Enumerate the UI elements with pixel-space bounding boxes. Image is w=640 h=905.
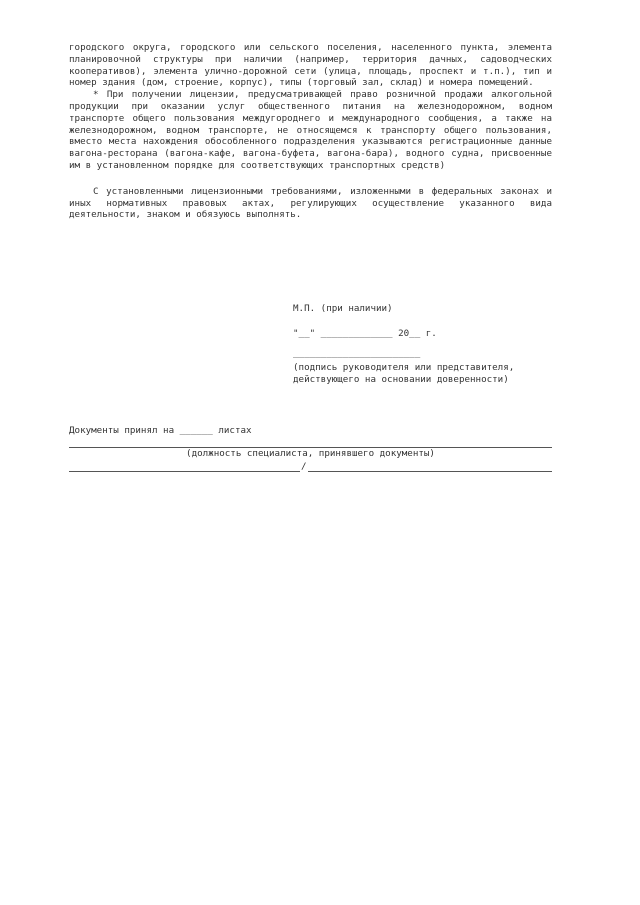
signature-line[interactable]: _______________________ xyxy=(293,348,421,359)
footnote-paragraph: * При получении лицензии, предусматривающей право розничной продажи алкогольной продукции при оказании услуг общественного питания на железнодорожном, водном транспорте общего пользования междугороднего и международного сообщения, а также на железнодорожном, водном транспорте, не относящемся к транспорту общего пользования, вместо места нахождения обособленного подразделения указываются регистрационные данные вагона-ресторана (вагона-кафе, вагона-буфета, вагона-бара), водного судна, присвоенные им в установленном порядке для соответствующих транспортных средств) xyxy=(69,89,552,171)
stamp-label: М.П. (при наличии) xyxy=(293,303,393,314)
signature-caption xyxy=(293,362,553,386)
date-field[interactable]: "__" _____________ 20__ г. xyxy=(293,328,437,339)
document-body xyxy=(69,42,552,221)
specialist-signature-line[interactable] xyxy=(69,471,300,472)
separator-slash: / xyxy=(301,461,307,472)
address-paragraph: городского округа, городского или сельского поселения, населенного пункта, элемента планировочной структуры при наличии (например, территория дачных, садоводческих кооперативов), элемента улично-дорожной сети (улица, площадь, проспект и т.п.), тип и номер здания (дом, строение, корпус), типы (торговый зал, склад) и номера помещений. xyxy=(69,42,552,89)
documents-received-label[interactable]: Документы принял на ______ листах xyxy=(69,425,252,436)
acknowledgement-paragraph: С установленными лицензионными требованиями, изложенными в федеральных законах и иных нормативных правовых актах, регулирующих осуществление указанного вида деятельности, знаком и обязуюсь выполнять. xyxy=(69,185,552,221)
signature-caption-line2: действующего на основании доверенности) xyxy=(293,373,509,385)
specialist-name-line[interactable] xyxy=(308,471,552,472)
position-caption: (должность специалиста, принявшего документы) xyxy=(186,448,435,459)
signature-caption-line1: (подпись руководителя или представителя, xyxy=(293,362,515,373)
